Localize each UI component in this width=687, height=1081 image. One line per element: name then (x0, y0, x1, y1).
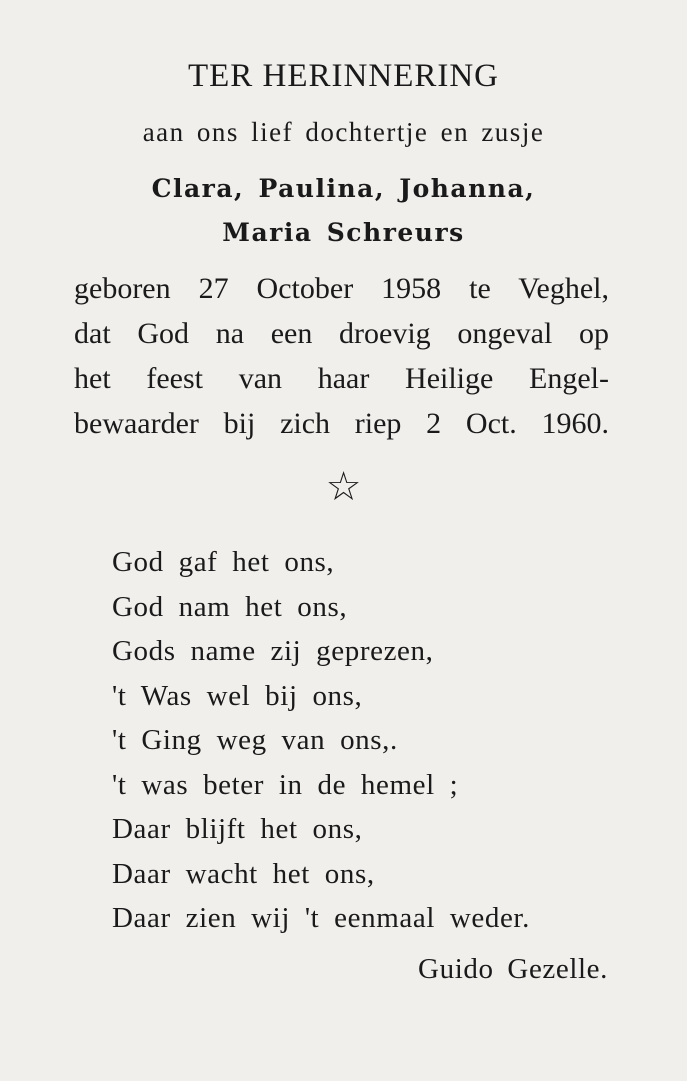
deceased-name-line-1: Clara, Paulina, Johanna, (151, 174, 536, 203)
poem-line: Daar zien wij 't eenmaal weder. (112, 902, 530, 934)
biography-line: bewaarder bij zich riep 2 Oct. 1960. (74, 407, 609, 440)
poem-line: Gods name zij geprezen, (112, 635, 434, 667)
deceased-name-line-2: Maria Schreurs (222, 218, 465, 247)
poem-line: 't Was wel bij ons, (112, 679, 363, 712)
poem-line: God nam het ons, (112, 590, 348, 623)
poem-author: Guido Gezelle. (418, 953, 608, 985)
poem-line: 't was beter in de hemel ; (112, 768, 459, 801)
card-subheading: aan ons lief dochtertje en zusje (142, 117, 545, 147)
biography-text (74, 266, 609, 446)
card-heading: TER HERINNERING (187, 58, 500, 94)
poem-line: God gaf het ons, (112, 546, 335, 578)
poem-line: Daar wacht het ons, (112, 857, 375, 890)
poem-line: 't Ging weg van ons,. (112, 724, 398, 756)
biography-line: dat God na een droevig ongeval op (74, 317, 609, 350)
poem (112, 540, 530, 941)
poem-line: Daar blijft het ons, (112, 813, 363, 845)
biography-line: het feest van haar Heilige Engel- (74, 362, 609, 395)
star-outline-icon: ☆ (325, 464, 362, 510)
biography-line: geboren 27 October 1958 te Veghel, (74, 272, 609, 305)
